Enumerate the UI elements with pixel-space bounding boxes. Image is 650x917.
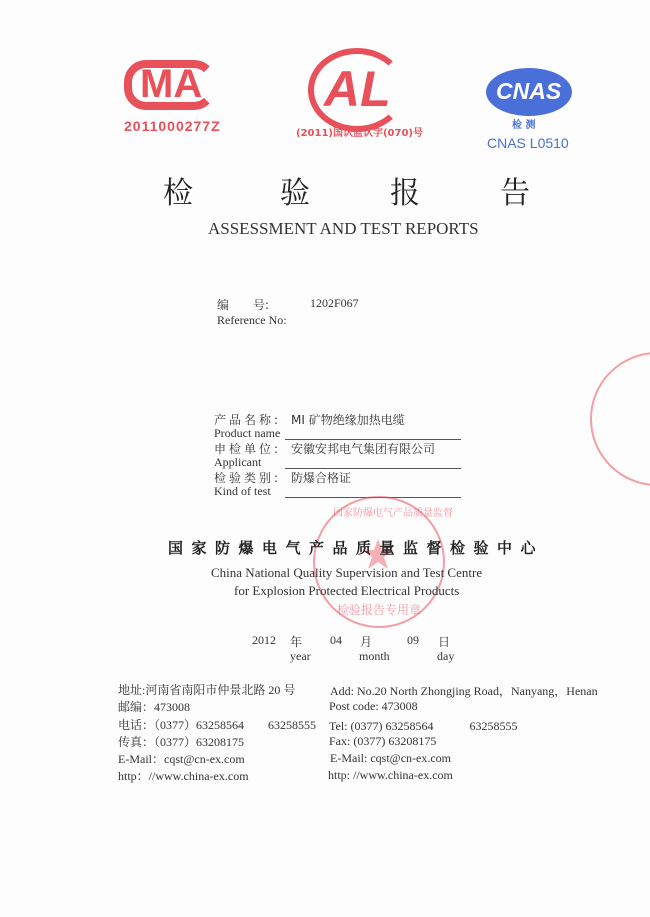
day-label-en: day [437,649,455,663]
year-label: 年 [290,635,303,649]
month-label-en: month [359,649,390,663]
cal-number: (2011)国认监认字(070)号 [296,128,423,139]
contact-cn: 传真：（0377）63208175 [118,735,245,749]
year-label-en: year [290,649,311,663]
month-label: 月 [360,635,373,649]
centre-name-cn: 国家防爆电气产品质量监督检验中心 [168,539,545,557]
contact-en: Fax: (0377) 63208175 [329,734,437,748]
product-name-value: MI 矿物绝缘加热电缆 [291,413,405,427]
cma-number: 2011000277Z [124,118,221,134]
stamp-top-text: 国家防爆电气产品质量监督 [333,508,453,519]
contact-cn: 邮编：473008 [118,700,191,714]
date-day: 09 [407,633,419,647]
contact-cn-web: http：//www.china-ex.com [118,769,249,783]
kind-of-test-label-en: Kind of test [214,484,271,498]
partial-stamp [590,352,650,486]
contact-en: Add: No.20 North Zhongjing Road，Nanyang，Henan [330,684,598,698]
title-char: 报 [390,176,420,211]
cnas-sub: 检 测 [512,120,536,131]
day-label: 日 [438,635,451,649]
contact-en: Post code: 473008 [329,699,418,713]
cal-logo-text: AL [324,61,391,117]
date-month: 04 [330,633,342,647]
reference-label-en: Reference No: [217,313,287,327]
stamp-bottom-text: 检验报告专用章 [337,603,422,617]
kind-of-test-value: 防爆合格证 [291,471,352,485]
product-name-label: 产品名称: [214,413,282,427]
cnas-logo [486,68,572,116]
kind-of-test-label: 检验类别: [214,471,282,485]
cal-logo [308,48,406,132]
date-year: 2012 [252,633,276,647]
contact-cn-email: E-Mail：cqst@cn-ex.com [118,752,245,766]
title-english: ASSESSMENT AND TEST REPORTS [208,219,479,238]
cnas-logo-text: CNAS [496,78,562,104]
centre-name-en-1: China National Quality Supervision and Test Centre [211,565,483,580]
cma-logo [124,60,216,110]
title-char: 告 [500,176,530,211]
cnas-number: CNAS L0510 [487,135,569,151]
contact-en-web: http: //www.china-ex.com [328,768,453,782]
contact-cn: 地址:河南省南阳市仲景北路 20 号 [118,683,296,697]
reference-number: 1202F067 [310,296,359,310]
applicant-label: 申检单位: [214,442,282,456]
centre-name-en-2: for Explosion Protected Electrical Products [234,583,460,598]
applicant-value: 安徽安邦电气集团有限公司 [291,442,436,456]
title-char: 验 [280,176,310,211]
reference-label-cn: 编 号: [217,298,270,312]
product-name-label-en: Product name [214,426,281,440]
contact-cn: 电话：（0377）63258564 63258555 [118,718,317,732]
title-char: 检 [163,176,193,211]
contact-en: Tel: (0377) 63258564 63258555 [329,719,518,733]
applicant-label-en: Applicant [214,455,262,469]
contact-en-email: E-Mail: cqst@cn-ex.com [330,751,452,765]
cma-logo-text: MA [140,62,203,106]
